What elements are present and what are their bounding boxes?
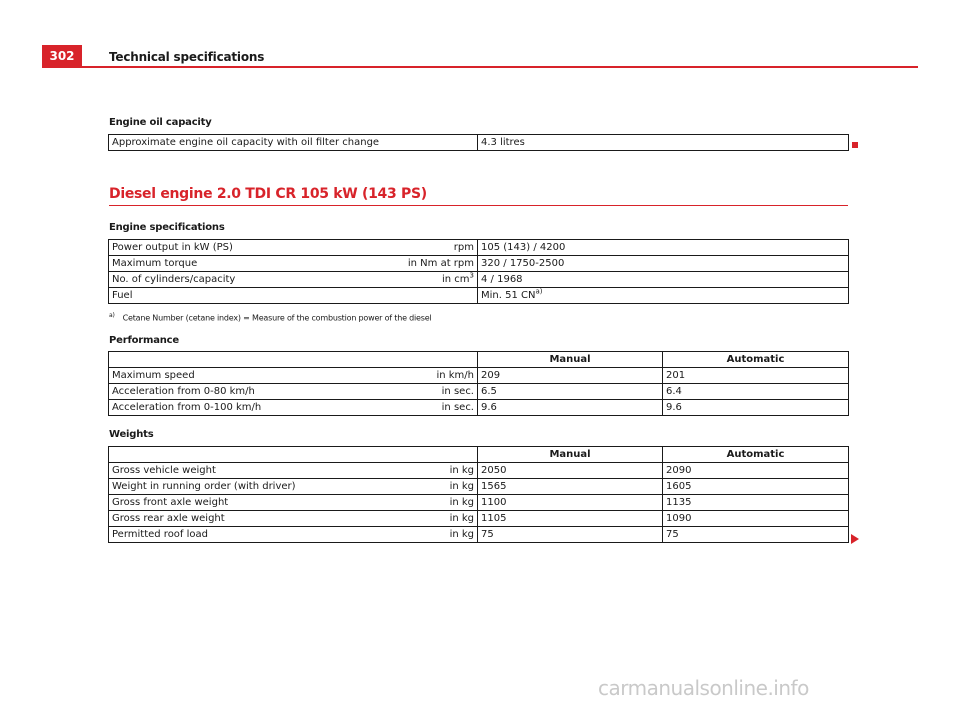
- weights-label: Weights: [109, 429, 154, 440]
- table-row: [109, 384, 849, 400]
- section-end-marker: [852, 142, 858, 148]
- table-row: [109, 463, 849, 479]
- weights-automatic-value: 2090: [663, 463, 849, 479]
- performance-table: [108, 351, 849, 416]
- header-rule: [82, 66, 918, 68]
- engine-spec-label: Engine specifications: [109, 222, 225, 233]
- engine-row-value: 105 (143) / 4200: [478, 240, 849, 256]
- engine-row-value: 320 / 1750-2500: [478, 256, 849, 272]
- section-rule: [109, 205, 848, 206]
- performance-manual-value: 209: [478, 368, 663, 384]
- engine-spec-table: [108, 239, 849, 304]
- weights-automatic-value: 1090: [663, 511, 849, 527]
- oil-row-name: Approximate engine oil capacity with oil filter change: [109, 135, 478, 151]
- column-header-automatic: Automatic: [663, 352, 849, 368]
- engine-row-value: 4 / 1968: [478, 272, 849, 288]
- engine-row-name: No. of cylinders/capacity in $cm^3$: [109, 272, 478, 288]
- table-header-row: [109, 447, 849, 463]
- weights-row-name: Gross front axle weight in kg: [109, 495, 478, 511]
- performance-automatic-value: 9.6: [663, 400, 849, 416]
- weights-manual-value: 75: [478, 527, 663, 543]
- performance-automatic-value: 201: [663, 368, 849, 384]
- performance-manual-value: 9.6: [478, 400, 663, 416]
- table-row: [109, 240, 849, 256]
- performance-row-name: Maximum speed in km/h: [109, 368, 478, 384]
- engine-row-name: Power output in kW (PS) rpm: [109, 240, 478, 256]
- table-row: [109, 479, 849, 495]
- weights-manual-value: 1105: [478, 511, 663, 527]
- engine-row-name: Maximum torque in Nm at rpm: [109, 256, 478, 272]
- weights-row-name: Gross rear axle weight in kg: [109, 511, 478, 527]
- engine-row-value: Min. 51 CN$^{a)}$: [478, 288, 849, 304]
- footnote-mark: a): [109, 312, 115, 319]
- footnote-text: Cetane Number (cetane index) = Measure of the combustion power of the diesel: [122, 313, 432, 323]
- oil-capacity-table: [108, 134, 849, 151]
- column-header-manual: Manual: [478, 447, 663, 463]
- engine-row-name: Fuel: [109, 288, 478, 304]
- weights-manual-value: 1565: [478, 479, 663, 495]
- section-title: Diesel engine 2.0 TDI CR 105 kW (143 PS): [109, 186, 427, 202]
- table-header-row: [109, 352, 849, 368]
- table-row: [109, 527, 849, 543]
- table-row: [109, 495, 849, 511]
- table-row: [109, 288, 849, 304]
- weights-manual-value: 2050: [478, 463, 663, 479]
- oil-capacity-label: Engine oil capacity: [109, 117, 212, 128]
- header-empty: [109, 352, 478, 368]
- weights-automatic-value: 75: [663, 527, 849, 543]
- oil-row-value: 4.3 litres: [478, 135, 849, 151]
- header-empty: [109, 447, 478, 463]
- page-header-title: Technical specifications: [109, 50, 265, 64]
- weights-row-name: Gross vehicle weight in kg: [109, 463, 478, 479]
- performance-label: Performance: [109, 335, 179, 346]
- table-row: [109, 135, 849, 151]
- page-number: 302: [42, 45, 82, 68]
- weights-table: [108, 446, 849, 543]
- table-row: [109, 400, 849, 416]
- footnote: [109, 312, 431, 323]
- weights-automatic-value: 1135: [663, 495, 849, 511]
- table-row: [109, 256, 849, 272]
- table-row: [109, 511, 849, 527]
- continue-arrow-icon: [851, 534, 859, 544]
- weights-automatic-value: 1605: [663, 479, 849, 495]
- weights-row-name: Permitted roof load in kg: [109, 527, 478, 543]
- column-header-manual: Manual: [478, 352, 663, 368]
- table-row: [109, 368, 849, 384]
- performance-row-name: Acceleration from 0-100 km/h in sec.: [109, 400, 478, 416]
- performance-row-name: Acceleration from 0-80 km/h in sec.: [109, 384, 478, 400]
- column-header-automatic: Automatic: [663, 447, 849, 463]
- watermark: carmanualsonline.info: [598, 676, 809, 700]
- weights-manual-value: 1100: [478, 495, 663, 511]
- weights-row-name: Weight in running order (with driver) in kg: [109, 479, 478, 495]
- performance-automatic-value: 6.4: [663, 384, 849, 400]
- performance-manual-value: 6.5: [478, 384, 663, 400]
- table-row: [109, 272, 849, 288]
